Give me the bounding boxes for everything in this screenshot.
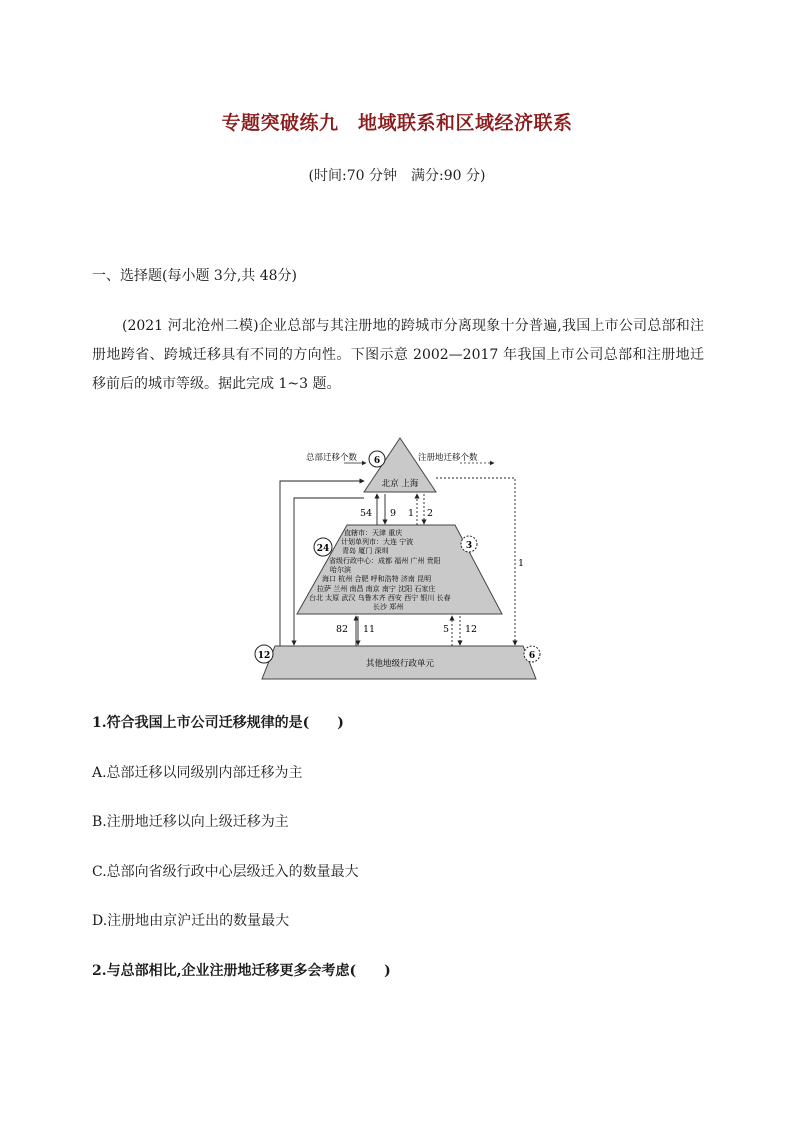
question-2-stem: 2.与总部相比,企业注册地迁移更多会考虑( ) bbox=[92, 963, 391, 979]
side-arrow-1-label: 1 bbox=[518, 558, 525, 569]
arrow-9-label: 9 bbox=[390, 508, 397, 519]
question-1-stem: 1.符合我国上市公司迁移规律的是( ) bbox=[92, 715, 344, 731]
legend-reg: 注册地迁移个数 bbox=[418, 453, 478, 463]
time-score-info: (时间:70 分钟 满分:90 分) bbox=[308, 168, 486, 184]
top-loop-value: 6 bbox=[373, 456, 381, 466]
arrow-11-label: 11 bbox=[363, 624, 376, 635]
city-line-9: 长沙 郑州 bbox=[373, 603, 404, 611]
top-tier-label: 北京 上海 bbox=[381, 479, 419, 489]
question-intro: (2021 河北沧州二模)企业总部与其注册地的跨城市分离现象十分普遍,我国上市公司总部和注册地跨省、跨城迁移具有不同的方向性。下图示意 2002—2017 年我国上市公司总部和注册地迁移前后的城市等级。据此完成 1~3 题。 bbox=[92, 318, 704, 392]
arrow-12-label: 12 bbox=[465, 624, 478, 635]
city-line-3: 青岛 厦门 深圳 bbox=[342, 547, 389, 555]
middle-right-loop-value: 3 bbox=[465, 541, 473, 551]
migration-pyramid-figure bbox=[250, 436, 550, 684]
city-line-1: 直辖市：天津 重庆 bbox=[344, 529, 403, 537]
bottom-right-loop-value: 6 bbox=[528, 651, 536, 661]
question-1-option-d[interactable]: D.注册地由京沪迁出的数量最大 bbox=[92, 913, 290, 929]
arrow-54-label: 54 bbox=[360, 508, 373, 519]
arrow-2-label: 2 bbox=[427, 508, 434, 519]
arrow-1-label: 1 bbox=[408, 508, 415, 519]
bottom-tier-label: 其他地级行政单元 bbox=[365, 659, 435, 669]
legend-hq: 总部迁移个数 bbox=[306, 453, 358, 463]
city-line-4: 省级行政中心：成都 福州 广州 贵阳 bbox=[329, 557, 441, 565]
document-title: 专题突破练九 地域联系和区域经济联系 bbox=[221, 112, 573, 134]
middle-left-loop-value: 24 bbox=[316, 544, 330, 554]
city-line-8: 台北 太原 武汉 乌鲁木齐 西安 西宁 银川 长春 bbox=[309, 594, 451, 602]
bottom-left-loop-value: 12 bbox=[257, 651, 271, 661]
arrow-5-label: 5 bbox=[443, 624, 450, 635]
question-1-option-b[interactable]: B.注册地迁移以向上级迁移为主 bbox=[92, 814, 289, 830]
question-1-option-a[interactable]: A.总部迁移以同级别内部迁移为主 bbox=[92, 765, 303, 781]
city-line-7: 拉萨 兰州 南昌 南京 南宁 沈阳 石家庄 bbox=[317, 585, 436, 593]
city-line-2: 计划单列市：大连 宁波 bbox=[341, 538, 414, 546]
question-1-option-c[interactable]: C.总部向省级行政中心层级迁入的数量最大 bbox=[92, 864, 359, 880]
arrow-82-label: 82 bbox=[336, 624, 349, 635]
city-line-5: 哈尔滨 bbox=[330, 566, 351, 574]
section-heading: 一、选择题(每小题 3分,共 48分) bbox=[92, 268, 297, 284]
city-line-6: 海口 杭州 合肥 呼和浩特 济南 昆明 bbox=[322, 575, 432, 583]
